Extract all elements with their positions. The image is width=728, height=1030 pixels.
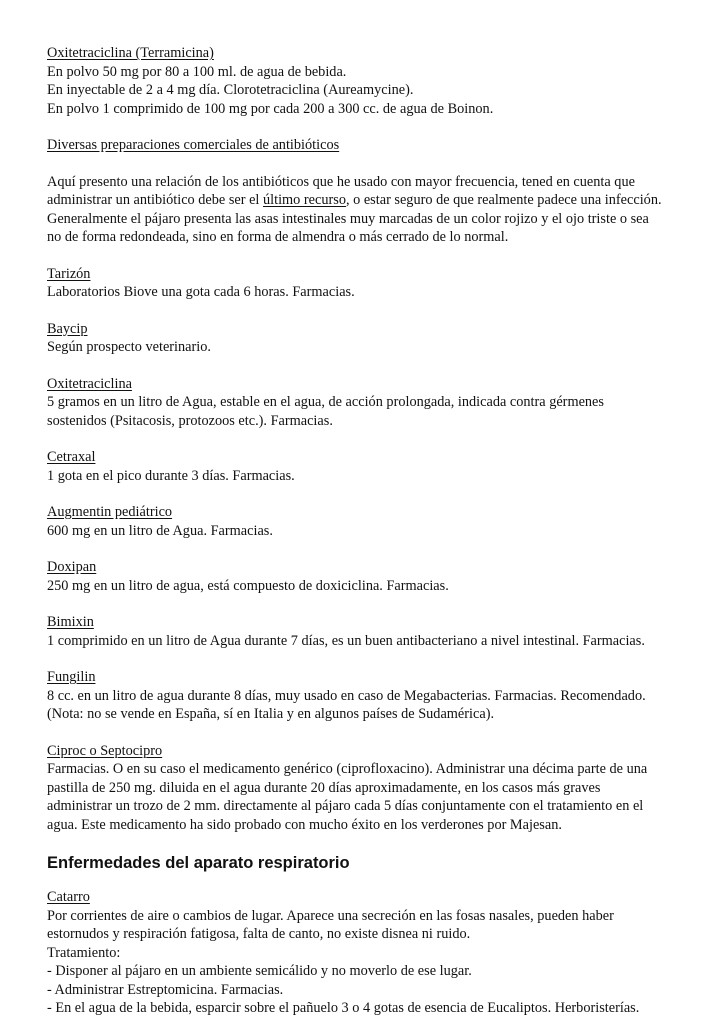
text-block <box>47 503 687 540</box>
text-block <box>47 668 687 724</box>
text-line: 5 gramos en un litro de Agua, estable en el agua, de acción prolongada, indicada contra gérmenes <box>47 394 604 410</box>
text-line: - Administrar Estreptomicina. Farmacias. <box>47 981 284 998</box>
text-line: En polvo 50 mg por 80 a 100 ml. de agua de bebida. <box>47 63 347 80</box>
entry-title: Baycip <box>47 320 88 337</box>
document-content <box>47 44 687 1018</box>
text-line: 1 comprimido en un litro de Agua durante 7 días, es un buen antibacteriano a nivel intestinal. Farmacias. <box>47 632 645 649</box>
text-line: - Disponer al pájaro en un ambiente semicálido y no moverlo de ese lugar. <box>47 963 472 979</box>
entry-title: Doxipan <box>47 559 97 575</box>
entry-title: Oxitetraciclina (Terramicina) <box>47 45 214 61</box>
text-block <box>47 320 687 357</box>
text-block <box>47 44 687 118</box>
text-block <box>47 613 687 650</box>
text-line: Generalmente el pájaro presenta las asas intestinales muy marcadas de un color rojizo y el ojo triste o sea <box>47 210 649 227</box>
text-block <box>47 173 687 247</box>
text-line: Aquí presento una relación de los antibióticos que he usado con mayor frecuencia, tened en cuenta que <box>47 173 635 190</box>
text-line: En polvo 1 comprimido de 100 mg por cada 200 a 300 cc. de agua de Boinon. <box>47 100 494 117</box>
entry-title: Tarizón <box>47 265 91 282</box>
text-line: pastilla de 250 mg. diluida en el agua durante 20 días aproximadamente, en los casos más graves <box>47 779 601 796</box>
text-line: Laboratorios Biove una gota cada 6 horas. Farmacias. <box>47 284 355 300</box>
text-line: Farmacias. O en su caso el medicamento genérico (ciprofloxacino). Administrar una décima parte de una <box>47 761 648 777</box>
text-block <box>47 448 687 485</box>
text-block <box>47 136 687 155</box>
text-line: no de forma redondeada, sino en forma de almendra o más cerrado de lo normal. <box>47 229 509 245</box>
entry-title: Cetraxal <box>47 449 96 465</box>
text-line: En inyectable de 2 a 4 mg día. Clorotetraciclina (Aureamycine). <box>47 82 414 98</box>
text-line: 250 mg en un litro de agua, está compuesto de doxiciclina. Farmacias. <box>47 577 449 594</box>
text-segment: , o estar seguro de que realmente padece una infección. <box>345 192 662 208</box>
text-line: 1 gota en el pico durante 3 días. Farmacias. <box>47 467 295 484</box>
text-line: Según prospecto veterinario. <box>47 339 211 355</box>
text-line: Tratamiento: <box>47 944 121 961</box>
text-block <box>47 375 687 431</box>
text-line: agua. Este medicamento ha sido probado con mucho éxito en los verderones por Majesan. <box>47 816 562 833</box>
entry-title: Bimixin <box>47 614 94 630</box>
text-block <box>47 742 687 835</box>
entry-title: Diversas preparaciones comerciales de antibióticos <box>47 137 340 153</box>
text-block <box>47 558 687 595</box>
emphasized-phrase: último recurso <box>262 192 346 208</box>
text-block <box>47 888 687 1018</box>
text-line: 8 cc. en un litro de agua durante 8 días, muy usado en caso de Megabacterias. Farmacias. Recomendado. <box>47 687 646 704</box>
entry-title: Ciproc o Septocipro <box>47 742 163 759</box>
text-line: sostenidos (Psitacosis, protozoos etc.). Farmacias. <box>47 412 333 429</box>
text-line: administrar un trozo de 2 mm. directamente al pájaro cada 5 días conjuntamente con el tratamiento en el <box>47 798 644 814</box>
text-line: estornudos y respiración fatigosa, falta de canto, no existe disnea ni ruido. <box>47 926 471 942</box>
text-line: (Nota: no se vende en España, sí en Italia y en algunos países de Sudamérica). <box>47 706 495 722</box>
text-line: - En el agua de la bebida, esparcir sobre el pañuelo 3 o 4 gotas de esencia de Eucaliptos. Herboristerías. <box>47 1000 640 1016</box>
entry-title: Augmentin pediátrico <box>47 504 173 520</box>
text-line: Por corrientes de aire o cambios de lugar. Aparece una secreción en las fosas nasales, pueden haber <box>47 907 614 924</box>
entry-title: Fungilin <box>47 669 96 685</box>
text-line: 600 mg en un litro de Agua. Farmacias. <box>47 522 273 539</box>
text-segment: administrar un antibiótico debe ser el <box>47 192 263 208</box>
text-block <box>47 265 687 302</box>
text-line <box>47 191 687 210</box>
entry-title: Catarro <box>47 889 90 905</box>
section-heading: Enfermedades del aparato respiratorio <box>47 854 350 872</box>
entry-title: Oxitetraciclina <box>47 375 132 392</box>
